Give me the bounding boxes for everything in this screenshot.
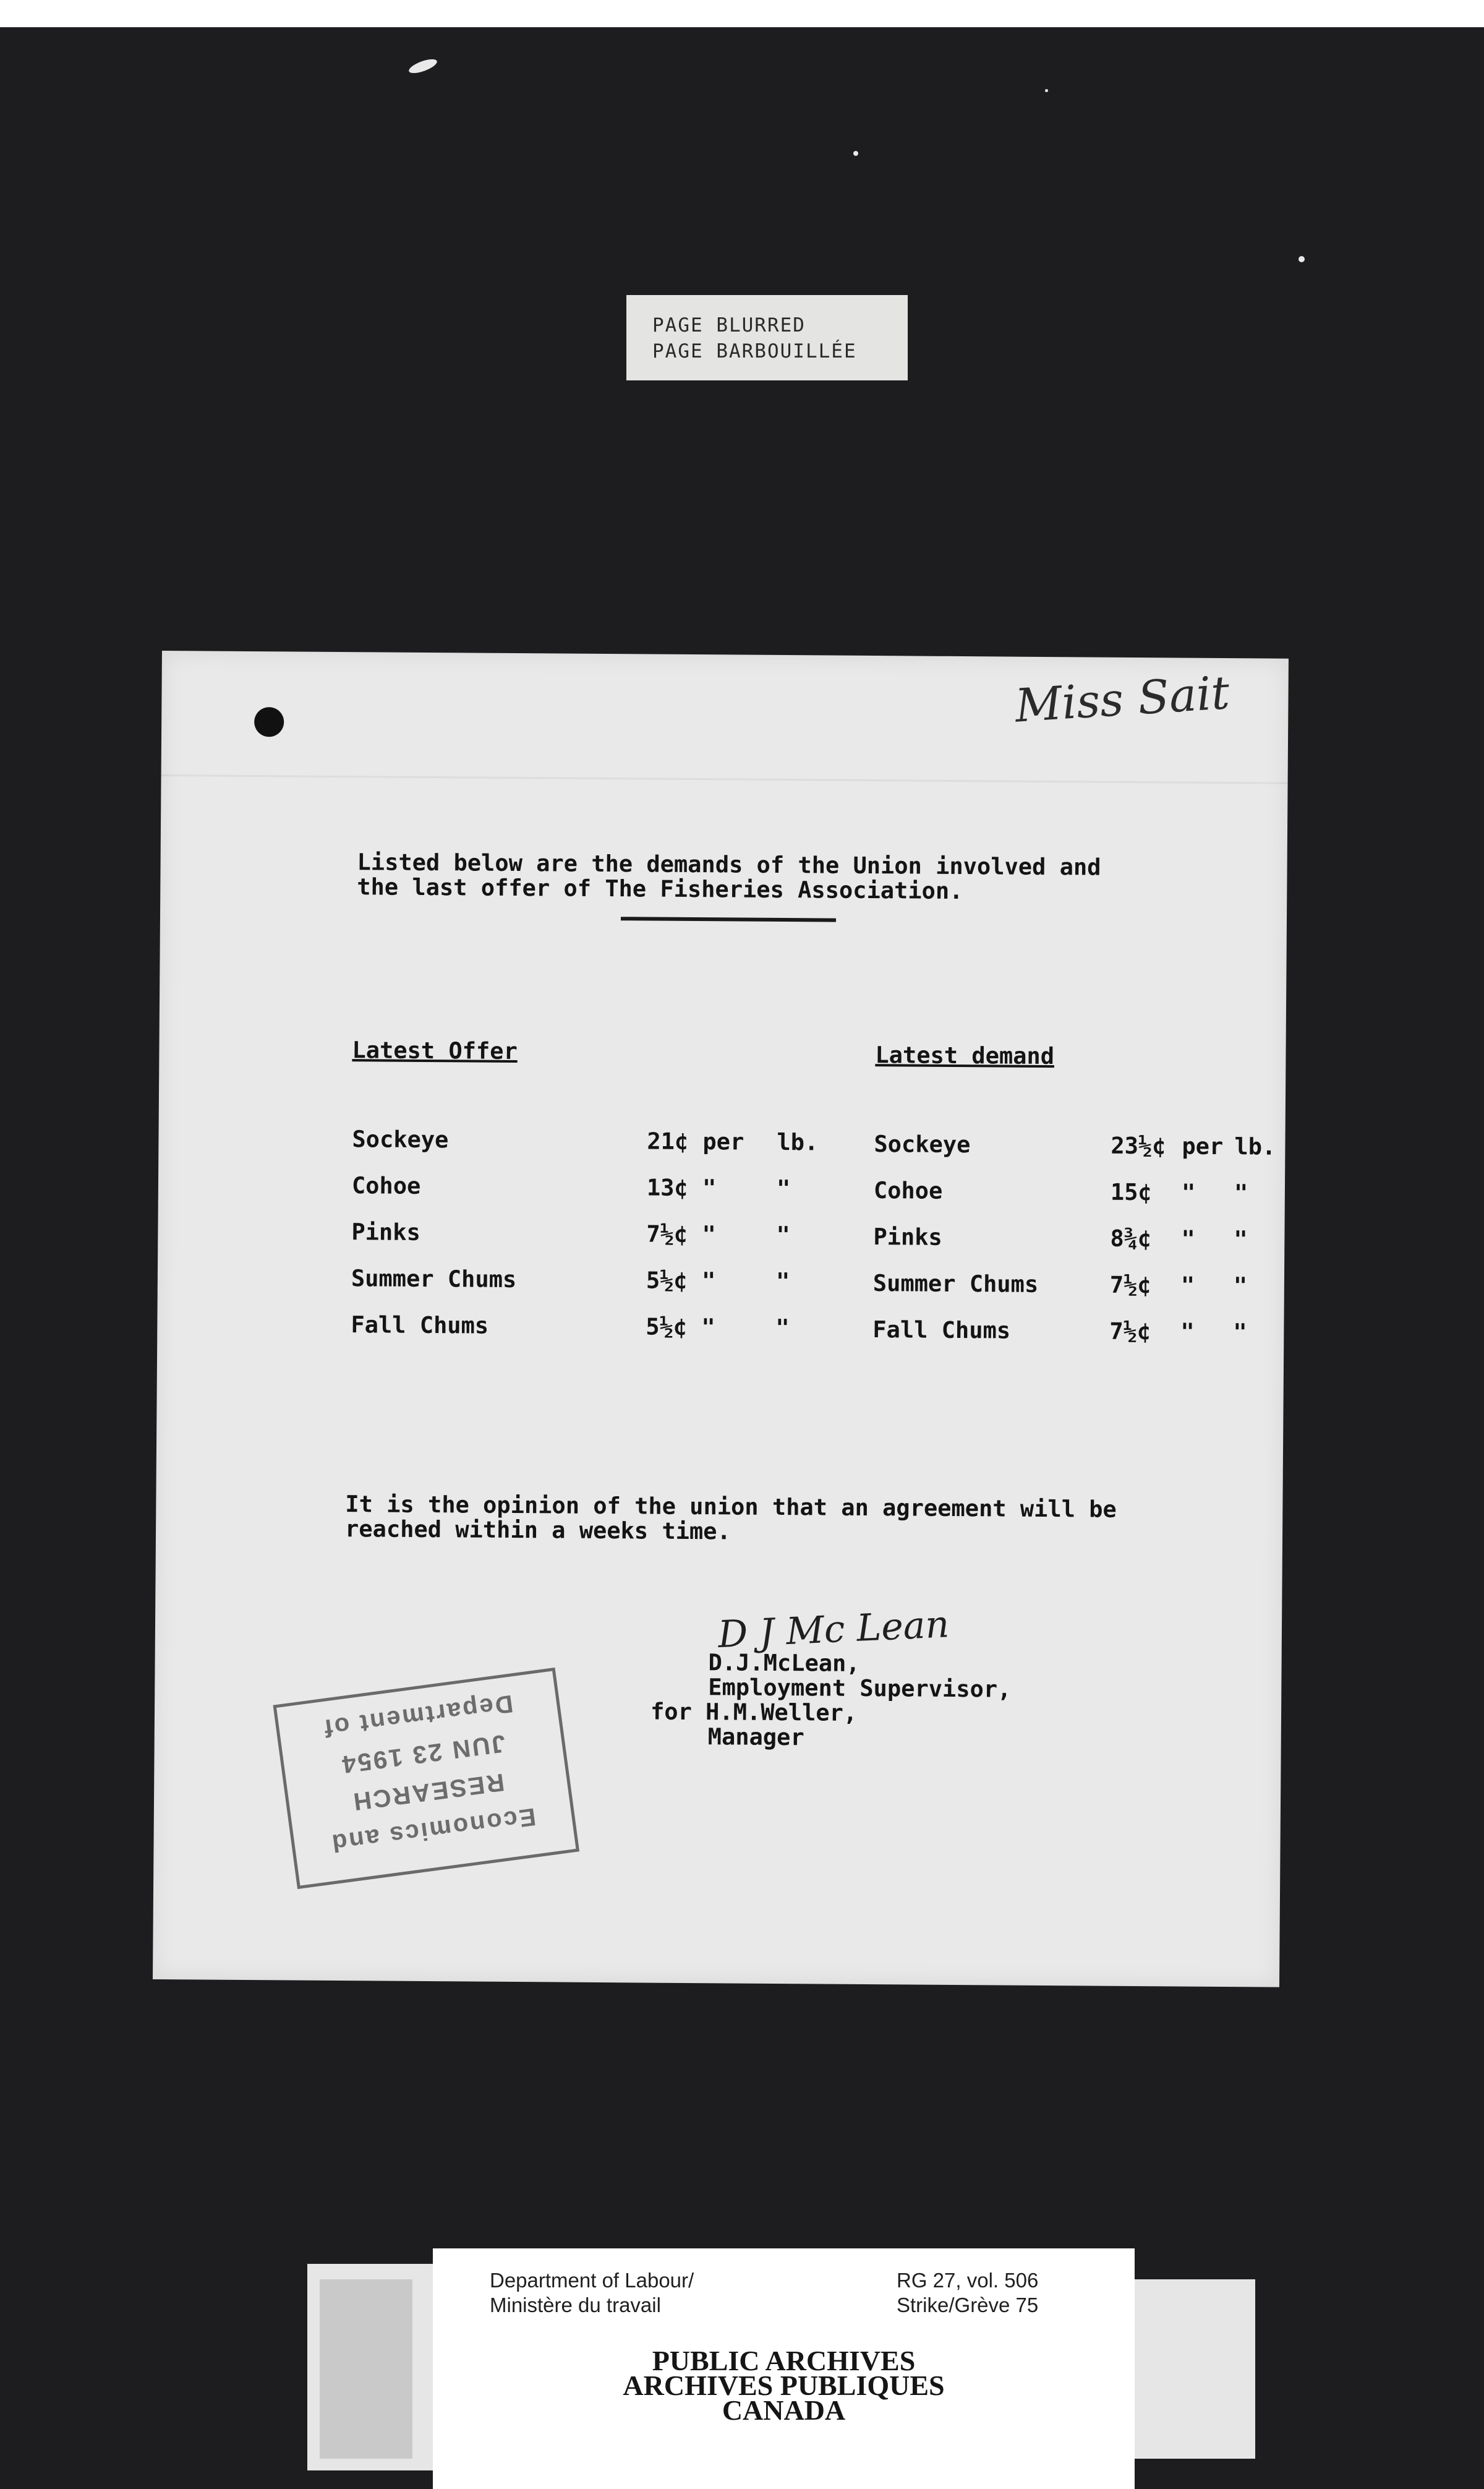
- fish-name: Cohoe: [873, 1177, 943, 1204]
- unit-per: ": [702, 1175, 717, 1202]
- handwritten-note: Miss Sait: [1013, 666, 1231, 733]
- record-group-reference: RG 27, vol. 506: [897, 2269, 1039, 2292]
- stamp-line: RESEARCH: [350, 1768, 506, 1816]
- price-per-lb: 7½¢: [1109, 1271, 1151, 1299]
- signer-for: for H.M.Weller,: [650, 1698, 858, 1726]
- canada-title: CANADA: [722, 2394, 846, 2426]
- signer-manager: Manager: [707, 1723, 804, 1751]
- unit-per: ": [702, 1221, 716, 1248]
- memo-page: [153, 651, 1289, 1987]
- label-right-tab: [1132, 2279, 1255, 2459]
- closing-paragraph: [345, 1492, 1117, 1547]
- price-per-lb: 5½¢: [646, 1313, 688, 1340]
- signer-name: D.J.McLean,: [708, 1649, 860, 1677]
- unit-lb: ": [776, 1221, 790, 1249]
- unit-per: ": [701, 1314, 715, 1341]
- unit-lb: lb.: [1234, 1133, 1276, 1160]
- unit-lb: ": [776, 1175, 791, 1202]
- latest-demand-heading: Latest demand: [875, 1042, 1055, 1070]
- public-archives-title: PUBLIC ARCHIVES: [652, 2345, 916, 2376]
- price-per-lb: 13¢: [646, 1174, 688, 1201]
- page-blurred-english: PAGE BLURRED: [652, 314, 806, 336]
- archives-publiques-title: ARCHIVES PUBLIQUES: [623, 2370, 945, 2401]
- fish-name: Sockeye: [874, 1131, 971, 1159]
- unit-lb: ": [1234, 1226, 1248, 1253]
- fish-name: Summer Chums: [351, 1265, 517, 1293]
- fish-name: Summer Chums: [872, 1270, 1039, 1298]
- intro-line: Listed below are the demands of the Union involved and: [357, 849, 1101, 881]
- price-per-lb: 23½¢: [1111, 1132, 1166, 1160]
- unit-per: per: [702, 1128, 744, 1155]
- signer-title: Employment Supervisor,: [708, 1674, 1012, 1703]
- handwritten-signature: D J Mc Lean: [717, 1603, 950, 1657]
- price-per-lb: 7½¢: [646, 1220, 688, 1248]
- unit-per: ": [1180, 1318, 1195, 1345]
- page-blurred-notice: [626, 295, 908, 380]
- stamp-line: JUN 23 1954: [338, 1729, 508, 1778]
- intro-line: the last offer of The Fisheries Association.: [357, 873, 963, 905]
- fish-name: Pinks: [351, 1219, 420, 1246]
- intro-paragraph: [357, 850, 1101, 904]
- archive-label: [433, 2248, 1135, 2489]
- label-left-tab-inner: [320, 2279, 412, 2459]
- stamp-line: Economics and: [328, 1802, 538, 1857]
- received-stamp: [273, 1668, 579, 1889]
- stamp-line: Department of: [321, 1689, 515, 1742]
- fish-name: Fall Chums: [872, 1316, 1011, 1344]
- unit-per: ": [1181, 1225, 1195, 1253]
- unit-per: ": [1181, 1179, 1196, 1206]
- price-per-lb: 8¾¢: [1110, 1225, 1152, 1253]
- page-fold: [161, 774, 1288, 784]
- unit-lb: ": [775, 1267, 790, 1295]
- strike-file-number: Strike/Grève 75: [897, 2294, 1039, 2316]
- punch-hole: [254, 707, 284, 737]
- fish-name: Pinks: [873, 1223, 942, 1251]
- unit-per: per: [1182, 1133, 1224, 1160]
- page-blurred-french: PAGE BARBOUILLÉE: [652, 340, 857, 362]
- unit-per: ": [701, 1267, 716, 1295]
- unit-lb: ": [1233, 1319, 1247, 1346]
- unit-lb: ": [1234, 1180, 1248, 1207]
- unit-lb: lb.: [777, 1128, 819, 1156]
- closing-line: It is the opinion of the union that an agreement will be: [345, 1491, 1117, 1523]
- unit-lb: ": [1233, 1272, 1248, 1300]
- unit-lb: ": [775, 1314, 790, 1342]
- latest-offer-heading: Latest Offer: [352, 1037, 518, 1065]
- price-per-lb: 7½¢: [1109, 1317, 1151, 1345]
- department-french: Ministère du travail: [490, 2294, 661, 2316]
- closing-line: reached within a weeks time.: [344, 1515, 731, 1545]
- department-english: Department of Labour/: [490, 2269, 694, 2292]
- fish-name: Sockeye: [352, 1126, 449, 1154]
- price-per-lb: 5½¢: [646, 1267, 688, 1294]
- unit-per: ": [1180, 1272, 1195, 1299]
- separator-rule: [621, 917, 836, 922]
- price-per-lb: 15¢: [1110, 1178, 1152, 1206]
- fish-name: Cohoe: [351, 1172, 421, 1199]
- price-per-lb: 21¢: [647, 1128, 689, 1155]
- fish-name: Fall Chums: [351, 1311, 489, 1339]
